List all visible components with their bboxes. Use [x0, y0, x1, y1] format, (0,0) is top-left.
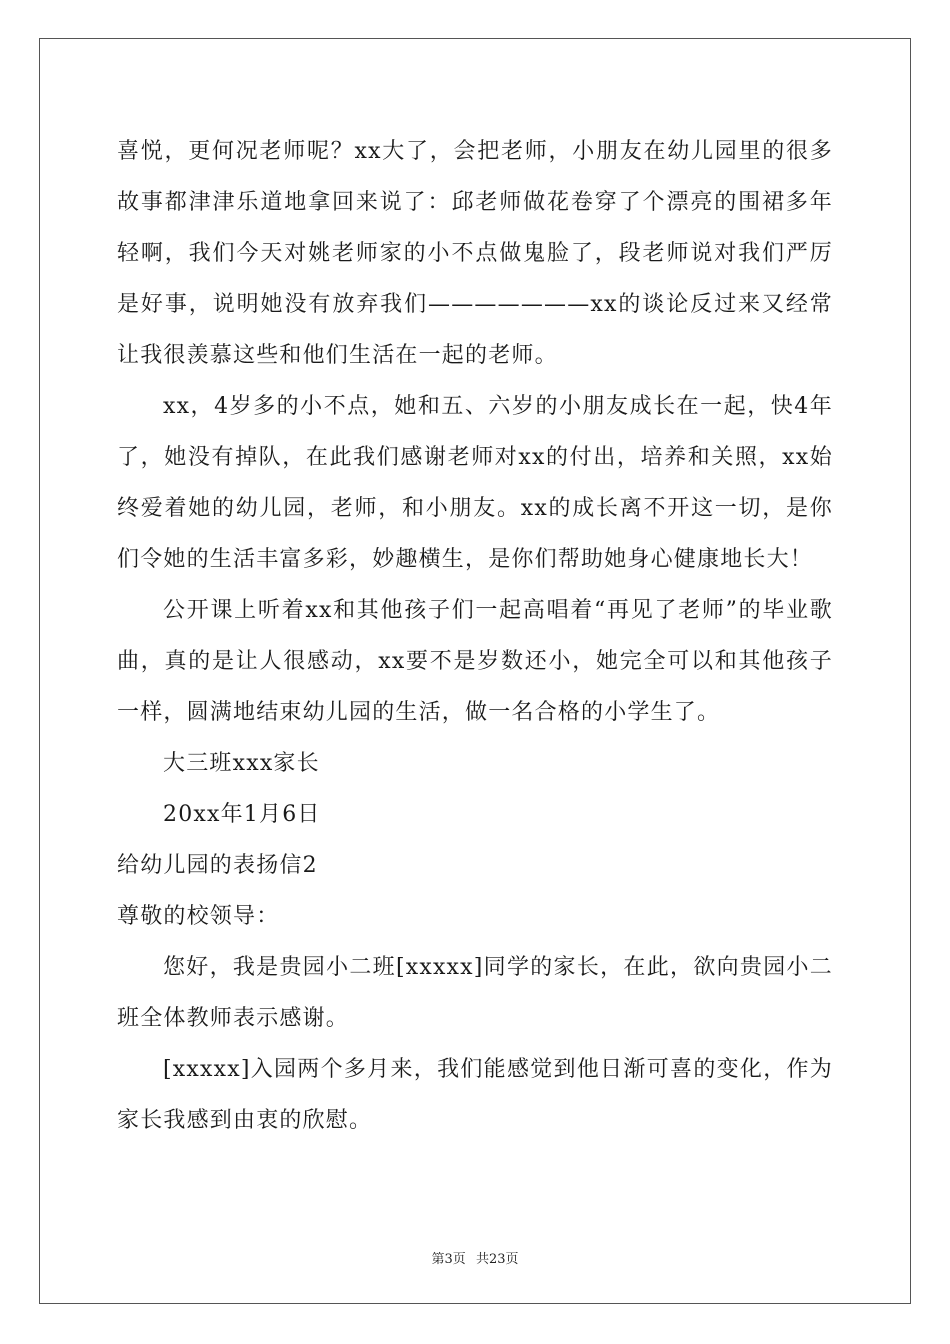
- section-title: 给幼儿园的表扬信2: [117, 853, 318, 878]
- signature-date: 20xx年1月6日: [163, 802, 321, 827]
- paragraph-child-growth: xx，4岁多的小不点，她和五、六岁的小朋友成长在一起，快4年了，她没有掉队，在此我们感谢老师对xx的付出，培养和关照，xx始终爱着她的幼儿园，老师，和小朋友。xx的成长离不开这一切，是你们令她的生活丰富多彩，妙趣横生，是你们帮助她身心健康地长大！: [117, 394, 833, 572]
- paragraph-progress: [xxxxx]入园两个多月来，我们能感觉到他日渐可喜的变化，作为家长我感到由衷的欣慰。: [117, 1057, 833, 1133]
- signature-parent: 大三班xxx家长: [163, 751, 320, 776]
- paragraph-continuation: 喜悦，更何况老师呢？xx大了，会把老师，小朋友在幼儿园里的很多故事都津津乐道地拿回来说了：邱老师做花卷穿了个漂亮的围裙多年轻啊，我们今天对姚老师家的小不点做鬼脸了，段老师说对我们严厉是好事，说明她没有放弃我们———————xx的谈论反过来又经常让我很羡慕这些和他们生活在一起的老师。: [117, 139, 833, 368]
- page-footer: [0, 1248, 950, 1267]
- page-total: 共23页: [475, 1252, 519, 1267]
- document-body: [117, 126, 833, 1146]
- salutation: 尊敬的校领导：: [117, 904, 280, 929]
- page-number: 第3页: [431, 1252, 466, 1267]
- paragraph-open-class: 公开课上听着xx和其他孩子们一起高唱着“再见了老师”的毕业歌曲，真的是让人很感动，xx要不是岁数还小，她完全可以和其他孩子一样，圆满地结束幼儿园的生活，做一名合格的小学生了。: [117, 598, 833, 725]
- paragraph-greeting: 您好，我是贵园小二班[xxxxx]同学的家长，在此，欲向贵园小二班全体教师表示感谢。: [117, 955, 833, 1031]
